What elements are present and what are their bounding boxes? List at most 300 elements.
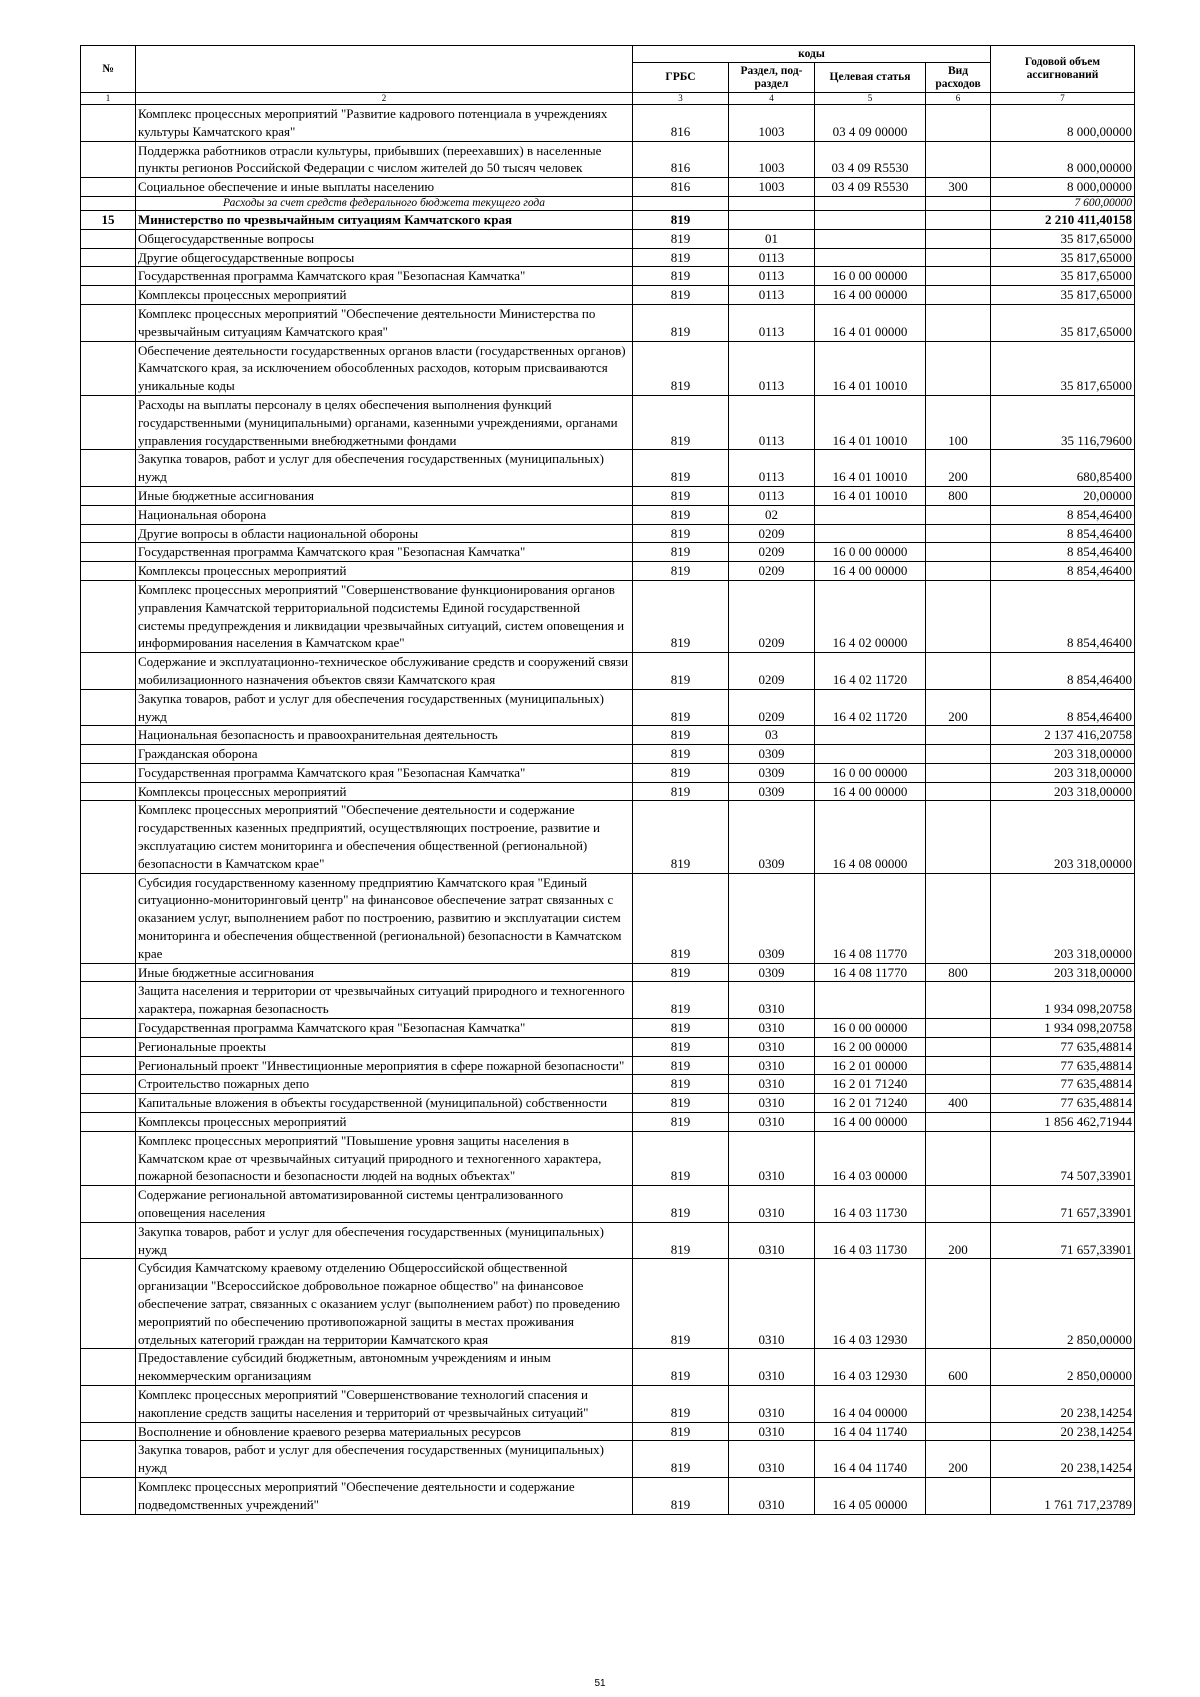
row-name: Комплекс процессных мероприятий "Обеспечение деятельности и содержание государственных казенных предприятий, осуществляющих построение, развитие и эксплуатацию систем мониторинга и обеспечения общественной (региональной) безопасности в Камчатском крае" xyxy=(136,801,633,873)
row-expense-type: 200 xyxy=(926,450,991,487)
table-row xyxy=(81,782,1135,801)
row-name: Социальное обеспечение и иные выплаты населению xyxy=(136,178,633,197)
row-name: Общегосударственные вопросы xyxy=(136,229,633,248)
row-razdel: 0309 xyxy=(729,801,815,873)
row-name: Региональный проект "Инвестиционные мероприятия в сфере пожарной безопасности" xyxy=(136,1056,633,1075)
row-amount: 7 600,00000 xyxy=(991,196,1135,210)
row-razdel: 0113 xyxy=(729,248,815,267)
table-row xyxy=(81,653,1135,690)
row-expense-type xyxy=(926,229,991,248)
row-number xyxy=(81,1037,136,1056)
row-name: Предоставление субсидий бюджетным, автономным учреждениям и иным некоммерческим организациям xyxy=(136,1349,633,1386)
row-number xyxy=(81,450,136,487)
row-expense-type: 600 xyxy=(926,1349,991,1386)
row-number xyxy=(81,562,136,581)
row-razdel: 0113 xyxy=(729,341,815,395)
row-razdel: 0209 xyxy=(729,543,815,562)
row-razdel: 01 xyxy=(729,229,815,248)
row-expense-type: 200 xyxy=(926,689,991,726)
table-row xyxy=(81,486,1135,505)
row-expense-type xyxy=(926,267,991,286)
table-row xyxy=(81,267,1135,286)
row-grbs: 819 xyxy=(633,1186,729,1223)
row-number xyxy=(81,1222,136,1259)
row-number xyxy=(81,178,136,197)
row-grbs: 819 xyxy=(633,763,729,782)
row-expense-type: 100 xyxy=(926,395,991,449)
row-target-article: 16 4 03 12930 xyxy=(815,1259,926,1349)
row-number xyxy=(81,1019,136,1038)
row-amount: 74 507,33901 xyxy=(991,1131,1135,1185)
row-amount: 203 318,00000 xyxy=(991,782,1135,801)
row-expense-type xyxy=(926,580,991,652)
table-row xyxy=(81,873,1135,963)
table-row xyxy=(81,963,1135,982)
table-row xyxy=(81,178,1135,197)
row-target-article: 16 4 00 00000 xyxy=(815,562,926,581)
row-target-article: 16 2 01 71240 xyxy=(815,1075,926,1094)
row-expense-type xyxy=(926,562,991,581)
row-number xyxy=(81,1113,136,1132)
header-csr: Целевая статья xyxy=(815,63,926,93)
column-number: 1 xyxy=(81,93,136,105)
row-razdel: 0209 xyxy=(729,653,815,690)
table-row xyxy=(81,1222,1135,1259)
table-row xyxy=(81,1385,1135,1422)
row-grbs: 819 xyxy=(633,1113,729,1132)
row-razdel xyxy=(729,210,815,229)
row-number xyxy=(81,543,136,562)
row-name: Комплексы процессных мероприятий xyxy=(136,782,633,801)
table-row xyxy=(81,1075,1135,1094)
row-target-article: 16 4 00 00000 xyxy=(815,286,926,305)
row-number xyxy=(81,1075,136,1094)
row-amount: 71 657,33901 xyxy=(991,1186,1135,1223)
row-expense-type xyxy=(926,745,991,764)
table-row xyxy=(81,524,1135,543)
row-razdel: 0309 xyxy=(729,782,815,801)
row-name: Комплекс процессных мероприятий "Повышение уровня защиты населения в Камчатском крае от чрезвычайных ситуаций природного и техногенного характера, пожарной безопасности и безопасности людей на водных объектах" xyxy=(136,1131,633,1185)
row-grbs: 819 xyxy=(633,782,729,801)
row-expense-type xyxy=(926,1056,991,1075)
row-number xyxy=(81,196,136,210)
row-amount: 20 238,14254 xyxy=(991,1422,1135,1441)
row-amount: 35 817,65000 xyxy=(991,286,1135,305)
header-vid: Вид расходов xyxy=(926,63,991,93)
table-row xyxy=(81,1131,1135,1185)
row-grbs: 819 xyxy=(633,286,729,305)
table-row xyxy=(81,1477,1135,1514)
row-grbs: 819 xyxy=(633,505,729,524)
row-name: Государственная программа Камчатского края "Безопасная Камчатка" xyxy=(136,267,633,286)
table-header xyxy=(81,46,1135,105)
row-amount: 77 635,48814 xyxy=(991,1075,1135,1094)
row-number xyxy=(81,726,136,745)
row-grbs: 819 xyxy=(633,1259,729,1349)
row-target-article: 16 4 04 11740 xyxy=(815,1441,926,1478)
row-expense-type: 800 xyxy=(926,963,991,982)
row-grbs: 819 xyxy=(633,1422,729,1441)
row-amount: 203 318,00000 xyxy=(991,763,1135,782)
column-number: 7 xyxy=(991,93,1135,105)
row-expense-type xyxy=(926,982,991,1019)
row-razdel: 0113 xyxy=(729,267,815,286)
row-number xyxy=(81,1186,136,1223)
table-row xyxy=(81,1349,1135,1386)
header-grbs: ГРБС xyxy=(633,63,729,93)
row-expense-type xyxy=(926,1186,991,1223)
row-amount: 8 000,00000 xyxy=(991,105,1135,142)
row-razdel: 0209 xyxy=(729,562,815,581)
table-row xyxy=(81,505,1135,524)
row-grbs: 816 xyxy=(633,141,729,178)
row-expense-type xyxy=(926,524,991,543)
row-number xyxy=(81,1094,136,1113)
row-name: Государственная программа Камчатского края "Безопасная Камчатка" xyxy=(136,543,633,562)
row-razdel: 0309 xyxy=(729,763,815,782)
row-grbs: 816 xyxy=(633,105,729,142)
row-name: Министерство по чрезвычайным ситуациям Камчатского края xyxy=(136,210,633,229)
table-row xyxy=(81,341,1135,395)
row-target-article: 16 4 03 11730 xyxy=(815,1186,926,1223)
row-amount: 8 854,46400 xyxy=(991,505,1135,524)
row-amount: 1 934 098,20758 xyxy=(991,1019,1135,1038)
table-row xyxy=(81,580,1135,652)
row-amount: 20 238,14254 xyxy=(991,1385,1135,1422)
row-amount: 77 635,48814 xyxy=(991,1056,1135,1075)
row-razdel: 0310 xyxy=(729,1131,815,1185)
row-number xyxy=(81,105,136,142)
table-row xyxy=(81,726,1135,745)
row-amount: 8 000,00000 xyxy=(991,141,1135,178)
table-row xyxy=(81,229,1135,248)
row-name: Комплекс процессных мероприятий "Обеспечение деятельности и содержание подведомственных учреждений" xyxy=(136,1477,633,1514)
row-number xyxy=(81,1422,136,1441)
row-amount: 8 854,46400 xyxy=(991,653,1135,690)
row-amount: 2 210 411,40158 xyxy=(991,210,1135,229)
row-amount: 8 854,46400 xyxy=(991,524,1135,543)
row-grbs: 819 xyxy=(633,689,729,726)
header-razdel: Раздел, под-раздел xyxy=(729,63,815,93)
row-expense-type xyxy=(926,286,991,305)
row-amount: 8 854,46400 xyxy=(991,689,1135,726)
row-razdel: 0310 xyxy=(729,1075,815,1094)
row-target-article: 16 4 05 00000 xyxy=(815,1477,926,1514)
row-expense-type xyxy=(926,1259,991,1349)
row-name: Национальная оборона xyxy=(136,505,633,524)
header-codes: коды xyxy=(633,46,991,63)
row-target-article: 16 4 02 00000 xyxy=(815,580,926,652)
row-number xyxy=(81,1259,136,1349)
row-target-article: 16 4 08 11770 xyxy=(815,873,926,963)
table-body xyxy=(81,105,1135,1515)
row-expense-type xyxy=(926,341,991,395)
row-amount: 1 761 717,23789 xyxy=(991,1477,1135,1514)
row-target-article: 16 2 01 00000 xyxy=(815,1056,926,1075)
table-row xyxy=(81,304,1135,341)
table-row xyxy=(81,141,1135,178)
row-target-article: 16 2 01 71240 xyxy=(815,1094,926,1113)
row-name: Закупка товаров, работ и услуг для обеспечения государственных (муниципальных) нужд xyxy=(136,1441,633,1478)
row-number xyxy=(81,653,136,690)
row-name: Поддержка работников отрасли культуры, прибывших (переехавших) в населенные пункты регионов Российской Федерации с числом жителей до 50 тысяч человек xyxy=(136,141,633,178)
row-amount: 35 817,65000 xyxy=(991,267,1135,286)
row-razdel: 0310 xyxy=(729,1019,815,1038)
row-grbs: 819 xyxy=(633,1037,729,1056)
row-grbs: 819 xyxy=(633,267,729,286)
row-expense-type xyxy=(926,248,991,267)
row-razdel: 1003 xyxy=(729,105,815,142)
row-expense-type: 200 xyxy=(926,1441,991,1478)
row-name: Защита населения и территории от чрезвычайных ситуаций природного и техногенного характера, пожарная безопасность xyxy=(136,982,633,1019)
row-target-article: 16 0 00 00000 xyxy=(815,763,926,782)
row-grbs: 819 xyxy=(633,395,729,449)
row-name: Закупка товаров, работ и услуг для обеспечения государственных (муниципальных) нужд xyxy=(136,689,633,726)
header-no: № xyxy=(81,46,136,93)
row-name: Субсидия Камчатскому краевому отделению Общероссийской общественной организации "Всероссийское добровольное пожарное общество" на финансовое обеспечение затрат, связанных с оказанием услуг (выполнением работ) по проведению мероприятий по обеспечению противопожарной защиты в местах проживания отдельных категорий граждан на территории Камчатского края xyxy=(136,1259,633,1349)
table-row xyxy=(81,196,1135,210)
row-number xyxy=(81,341,136,395)
table-row xyxy=(81,801,1135,873)
row-grbs: 819 xyxy=(633,1019,729,1038)
row-grbs: 819 xyxy=(633,745,729,764)
row-razdel: 0310 xyxy=(729,1113,815,1132)
row-grbs: 819 xyxy=(633,726,729,745)
row-number xyxy=(81,505,136,524)
row-number xyxy=(81,580,136,652)
row-target-article xyxy=(815,982,926,1019)
row-amount: 2 137 416,20758 xyxy=(991,726,1135,745)
row-target-article: 16 0 00 00000 xyxy=(815,1019,926,1038)
row-number xyxy=(81,1477,136,1514)
row-name: Капитальные вложения в объекты государственной (муниципальной) собственности xyxy=(136,1094,633,1113)
row-number xyxy=(81,801,136,873)
row-razdel: 0309 xyxy=(729,745,815,764)
row-expense-type xyxy=(926,1037,991,1056)
row-name: Закупка товаров, работ и услуг для обеспечения государственных (муниципальных) нужд xyxy=(136,1222,633,1259)
row-amount: 20,00000 xyxy=(991,486,1135,505)
column-number-row xyxy=(81,93,1135,105)
row-razdel: 0209 xyxy=(729,524,815,543)
row-grbs: 819 xyxy=(633,229,729,248)
row-target-article: 16 4 03 00000 xyxy=(815,1131,926,1185)
row-target-article xyxy=(815,745,926,764)
row-amount: 680,85400 xyxy=(991,450,1135,487)
row-expense-type xyxy=(926,1113,991,1132)
row-number xyxy=(81,1349,136,1386)
table-row xyxy=(81,1094,1135,1113)
table-row xyxy=(81,1422,1135,1441)
row-razdel: 1003 xyxy=(729,141,815,178)
row-razdel: 03 xyxy=(729,726,815,745)
row-target-article xyxy=(815,210,926,229)
row-name: Содержание и эксплуатационно-техническое обслуживание средств и сооружений связи мобилизационного назначения объектов связи Камчатского края xyxy=(136,653,633,690)
row-target-article: 16 2 00 00000 xyxy=(815,1037,926,1056)
row-target-article: 16 4 01 10010 xyxy=(815,486,926,505)
row-grbs: 819 xyxy=(633,1477,729,1514)
table-row xyxy=(81,543,1135,562)
row-expense-type: 300 xyxy=(926,178,991,197)
row-amount: 1 856 462,71944 xyxy=(991,1113,1135,1132)
row-number xyxy=(81,982,136,1019)
row-razdel: 0310 xyxy=(729,1037,815,1056)
row-amount: 203 318,00000 xyxy=(991,963,1135,982)
row-razdel: 0113 xyxy=(729,450,815,487)
row-name: Расходы на выплаты персоналу в целях обеспечения выполнения функций государственными (муниципальными) органами, казенными учреждениями, органами управления государственными внебюджетными фондами xyxy=(136,395,633,449)
row-expense-type xyxy=(926,543,991,562)
row-number xyxy=(81,782,136,801)
row-expense-type xyxy=(926,1422,991,1441)
row-amount: 35 817,65000 xyxy=(991,341,1135,395)
row-grbs: 819 xyxy=(633,1131,729,1185)
row-target-article: 16 4 08 11770 xyxy=(815,963,926,982)
row-name: Государственная программа Камчатского края "Безопасная Камчатка" xyxy=(136,1019,633,1038)
row-name: Комплекс процессных мероприятий "Обеспечение деятельности Министерства по чрезвычайным ситуациям Камчатского края" xyxy=(136,304,633,341)
row-grbs: 819 xyxy=(633,341,729,395)
table-row xyxy=(81,248,1135,267)
table-row xyxy=(81,395,1135,449)
row-razdel: 0310 xyxy=(729,1056,815,1075)
row-grbs: 819 xyxy=(633,580,729,652)
row-name: Обеспечение деятельности государственных органов власти (государственных органов) Камчатского края, за исключением обособленных расходов, которым присваиваются уникальные коды xyxy=(136,341,633,395)
row-amount: 2 850,00000 xyxy=(991,1349,1135,1386)
row-expense-type xyxy=(926,105,991,142)
row-amount: 77 635,48814 xyxy=(991,1037,1135,1056)
row-number xyxy=(81,873,136,963)
row-target-article: 16 4 00 00000 xyxy=(815,782,926,801)
row-name: Содержание региональной автоматизированной системы централизованного оповещения населения xyxy=(136,1186,633,1223)
row-amount: 8 000,00000 xyxy=(991,178,1135,197)
row-number xyxy=(81,963,136,982)
row-razdel: 0310 xyxy=(729,1349,815,1386)
row-number xyxy=(81,1056,136,1075)
table-row xyxy=(81,1037,1135,1056)
row-target-article: 16 4 01 10010 xyxy=(815,341,926,395)
row-target-article: 16 4 01 10010 xyxy=(815,395,926,449)
row-grbs: 819 xyxy=(633,1075,729,1094)
row-target-article: 16 4 01 10010 xyxy=(815,450,926,487)
row-grbs: 819 xyxy=(633,801,729,873)
table-row xyxy=(81,450,1135,487)
row-razdel: 0310 xyxy=(729,1422,815,1441)
budget-table xyxy=(80,45,1135,1515)
row-grbs: 819 xyxy=(633,1056,729,1075)
row-expense-type xyxy=(926,304,991,341)
row-expense-type: 200 xyxy=(926,1222,991,1259)
row-amount: 2 850,00000 xyxy=(991,1259,1135,1349)
row-number xyxy=(81,229,136,248)
row-number: 15 xyxy=(81,210,136,229)
row-number xyxy=(81,1131,136,1185)
row-amount: 203 318,00000 xyxy=(991,873,1135,963)
row-grbs: 819 xyxy=(633,450,729,487)
row-target-article xyxy=(815,524,926,543)
row-number xyxy=(81,763,136,782)
row-name: Комплекс процессных мероприятий "Совершенствование технологий спасения и накопление средств защиты населения и территорий от чрезвычайных ситуаций" xyxy=(136,1385,633,1422)
budget-sheet xyxy=(80,45,1134,1515)
row-target-article: 16 4 04 11740 xyxy=(815,1422,926,1441)
table-row xyxy=(81,1056,1135,1075)
header-sum: Годовой объем ассигнований xyxy=(991,46,1135,93)
row-razdel: 0310 xyxy=(729,1385,815,1422)
row-target-article xyxy=(815,196,926,210)
row-expense-type xyxy=(926,1075,991,1094)
row-name: Восполнение и обновление краевого резерва материальных ресурсов xyxy=(136,1422,633,1441)
row-name: Иные бюджетные ассигнования xyxy=(136,486,633,505)
row-target-article xyxy=(815,248,926,267)
row-name: Комплексы процессных мероприятий xyxy=(136,562,633,581)
row-razdel: 0310 xyxy=(729,1477,815,1514)
table-row xyxy=(81,1019,1135,1038)
row-amount: 1 934 098,20758 xyxy=(991,982,1135,1019)
table-row xyxy=(81,286,1135,305)
row-razdel: 0310 xyxy=(729,1441,815,1478)
row-target-article: 16 0 00 00000 xyxy=(815,267,926,286)
column-number: 5 xyxy=(815,93,926,105)
header-name xyxy=(136,46,633,93)
table-row xyxy=(81,745,1135,764)
row-razdel: 0209 xyxy=(729,689,815,726)
row-grbs: 819 xyxy=(633,562,729,581)
row-number xyxy=(81,1441,136,1478)
row-name: Государственная программа Камчатского края "Безопасная Камчатка" xyxy=(136,763,633,782)
row-name: Комплекс процессных мероприятий "Развитие кадрового потенциала в учреждениях культуры Камчатского края" xyxy=(136,105,633,142)
row-name: Региональные проекты xyxy=(136,1037,633,1056)
row-name: Другие вопросы в области национальной обороны xyxy=(136,524,633,543)
row-amount: 20 238,14254 xyxy=(991,1441,1135,1478)
row-razdel: 0113 xyxy=(729,486,815,505)
row-expense-type xyxy=(926,1131,991,1185)
table-row xyxy=(81,1186,1135,1223)
row-grbs: 819 xyxy=(633,1222,729,1259)
row-name: Расходы за счет средств федерального бюджета текущего года xyxy=(136,196,633,210)
row-grbs: 819 xyxy=(633,524,729,543)
row-number xyxy=(81,689,136,726)
row-number xyxy=(81,1385,136,1422)
row-number xyxy=(81,524,136,543)
row-expense-type xyxy=(926,1477,991,1514)
row-target-article: 16 4 00 00000 xyxy=(815,1113,926,1132)
row-number xyxy=(81,248,136,267)
row-target-article xyxy=(815,505,926,524)
page-number: 51 xyxy=(594,1678,606,1689)
row-razdel: 1003 xyxy=(729,178,815,197)
row-amount: 203 318,00000 xyxy=(991,745,1135,764)
row-amount: 203 318,00000 xyxy=(991,801,1135,873)
row-target-article: 16 4 02 11720 xyxy=(815,653,926,690)
row-grbs xyxy=(633,196,729,210)
row-target-article: 16 4 03 12930 xyxy=(815,1349,926,1386)
row-expense-type xyxy=(926,1019,991,1038)
row-target-article: 03 4 09 R5530 xyxy=(815,178,926,197)
row-razdel: 0309 xyxy=(729,873,815,963)
row-name: Строительство пожарных депо xyxy=(136,1075,633,1094)
row-name: Гражданская оборона xyxy=(136,745,633,764)
row-amount: 35 817,65000 xyxy=(991,248,1135,267)
row-razdel xyxy=(729,196,815,210)
row-razdel: 0209 xyxy=(729,580,815,652)
row-target-article: 16 4 04 00000 xyxy=(815,1385,926,1422)
row-grbs: 819 xyxy=(633,543,729,562)
row-grbs: 819 xyxy=(633,982,729,1019)
row-grbs: 819 xyxy=(633,873,729,963)
column-number: 2 xyxy=(136,93,633,105)
row-grbs: 819 xyxy=(633,963,729,982)
row-target-article: 16 0 00 00000 xyxy=(815,543,926,562)
row-razdel: 0310 xyxy=(729,1222,815,1259)
table-row xyxy=(81,689,1135,726)
row-target-article: 16 4 01 00000 xyxy=(815,304,926,341)
